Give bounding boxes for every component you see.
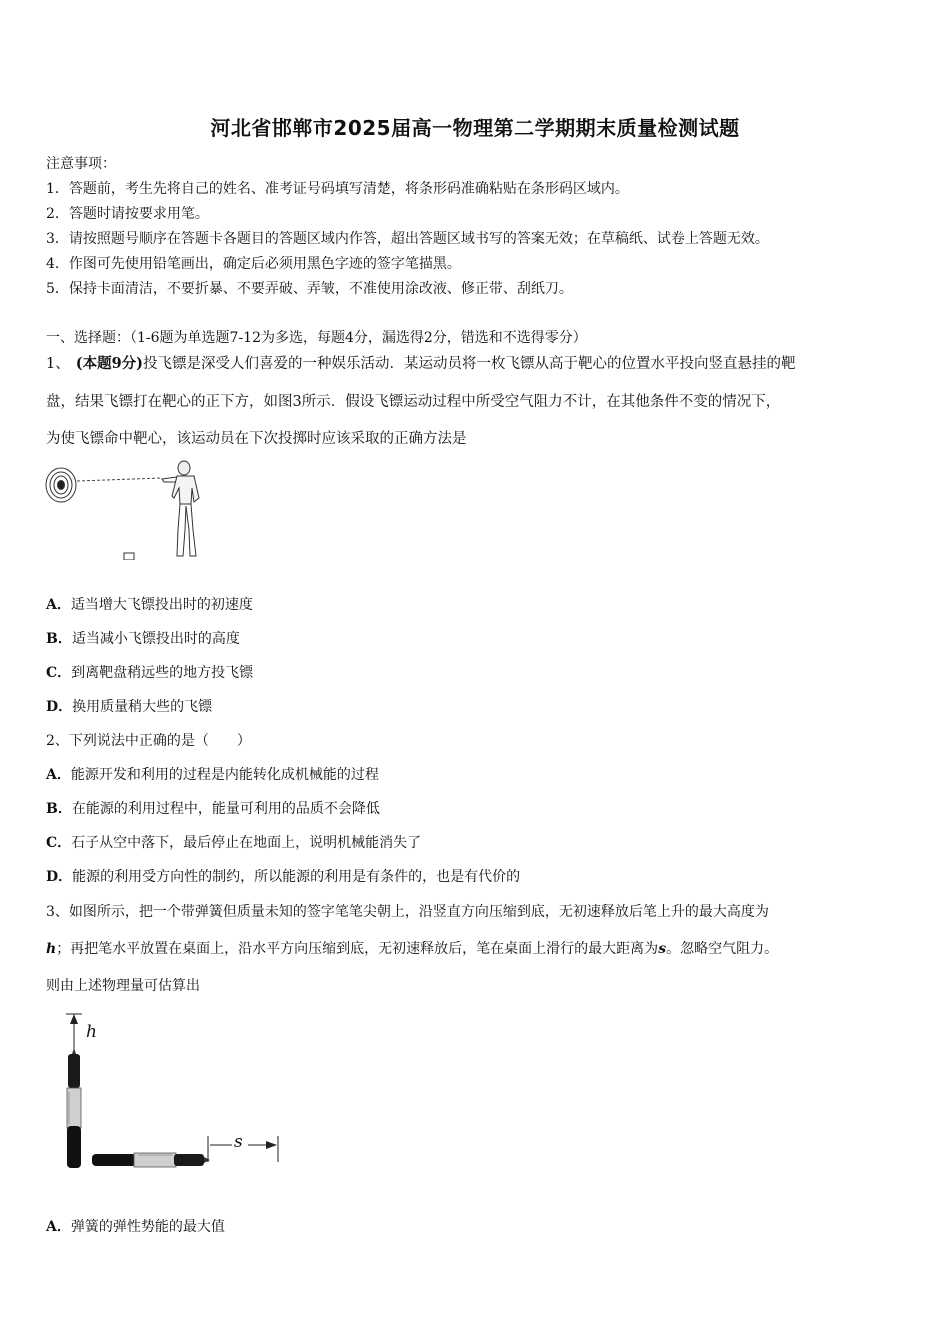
q2-stem: 2、下列说法中正确的是（ ） [46, 733, 251, 749]
target-icon [46, 468, 76, 502]
q1-tag: (本题9分) [75, 355, 144, 372]
q2-option-a: A．能源开发和利用的过程是内能转化成机械能的过程 [46, 767, 379, 783]
q2-option-c: C．石子从空中落下，最后停止在地面上，说明机械能消失了 [46, 835, 422, 851]
dart-figure [44, 458, 214, 560]
q3-line1: 3、如图所示，把一个带弹簧但质量未知的签字笔笔尖朝上，沿竖直方向压缩到底，无初速释放后笔上升的最大高度为 [46, 904, 769, 920]
q1-line2: 盘，结果飞镖打在靶心的正下方，如图3所示．假设飞镖运动过程中所受空气阻力不计，在其他条件不变的情况下， [46, 394, 781, 410]
notice-heading: 注意事项： [46, 156, 116, 172]
notice-item: 2．答题时请按要求用笔。 [46, 206, 209, 222]
q1-prefix: 1、 [46, 356, 70, 372]
q3-var-s: s [658, 941, 667, 957]
page-title: 河北省邯郸市2025届高一物理第二学期期末质量检测试题 [210, 116, 740, 140]
q3-option-a: A．弹簧的弹性势能的最大值 [46, 1219, 225, 1235]
notice-item: 1．答题前，考生先将自己的姓名、准考证号码填写清楚，将条形码准确粘贴在条形码区域内。 [46, 181, 629, 197]
vertical-pen-icon [67, 1048, 81, 1168]
q2-option-b: B．在能源的利用过程中，能量可利用的品质不会降低 [46, 801, 380, 817]
q1-option-c: C．到离靶盘稍远些的地方投飞镖 [46, 665, 254, 681]
q1-option-d: D．换用质量稍大些的飞镖 [46, 699, 213, 715]
horizontal-pen-icon [92, 1153, 210, 1167]
figure-label-h: h [86, 1022, 97, 1042]
q1-text: 投飞镖是深受人们喜爱的一种娱乐活动．某运动员将一枚飞镖从高于靶心的位置水平投向竖直悬挂的靶 [143, 356, 796, 372]
notice-item: 4．作图可先使用铅笔画出，确定后必须用黑色字迹的签字笔描黑。 [46, 256, 461, 272]
q1-line1 [46, 352, 796, 373]
q1-option-a: A．适当增大飞镖投出时的初速度 [46, 597, 253, 613]
q2-option-d: D．能源的利用受方向性的制约，所以能源的利用是有条件的，也是有代价的 [46, 869, 521, 885]
q1-option-b: B．适当减小飞镖投出时的高度 [46, 631, 240, 647]
q3-line3: 则由上述物理量可估算出 [46, 978, 200, 994]
q3-line2: h；再把笔水平放置在桌面上，沿水平方向压缩到底，无初速释放后，笔在桌面上滑行的最大距离为s。忽略空气阻力。 [46, 941, 779, 957]
thrower-icon [162, 461, 199, 556]
notice-item: 5．保持卡面清洁，不要折暴、不要弄破、弄皱，不准使用涂改液、修正带、刮纸刀。 [46, 281, 573, 297]
section-heading: 一、选择题：（1-6题为单选题7-12为多选，每题4分，漏选得2分，错选和不选得零分） [46, 330, 587, 346]
notice-item: 3．请按照题号顺序在答题卡各题目的答题区域内作答，超出答题区域书写的答案无效；在草稿纸、试卷上答题无效。 [46, 231, 769, 247]
q1-line3: 为使飞镖命中靶心，该运动员在下次投掷时应该采取的正确方法是 [46, 431, 467, 447]
q3-var-h: h [46, 941, 57, 957]
pen-figure [56, 1008, 286, 1176]
figure-label-s: s [234, 1132, 243, 1152]
